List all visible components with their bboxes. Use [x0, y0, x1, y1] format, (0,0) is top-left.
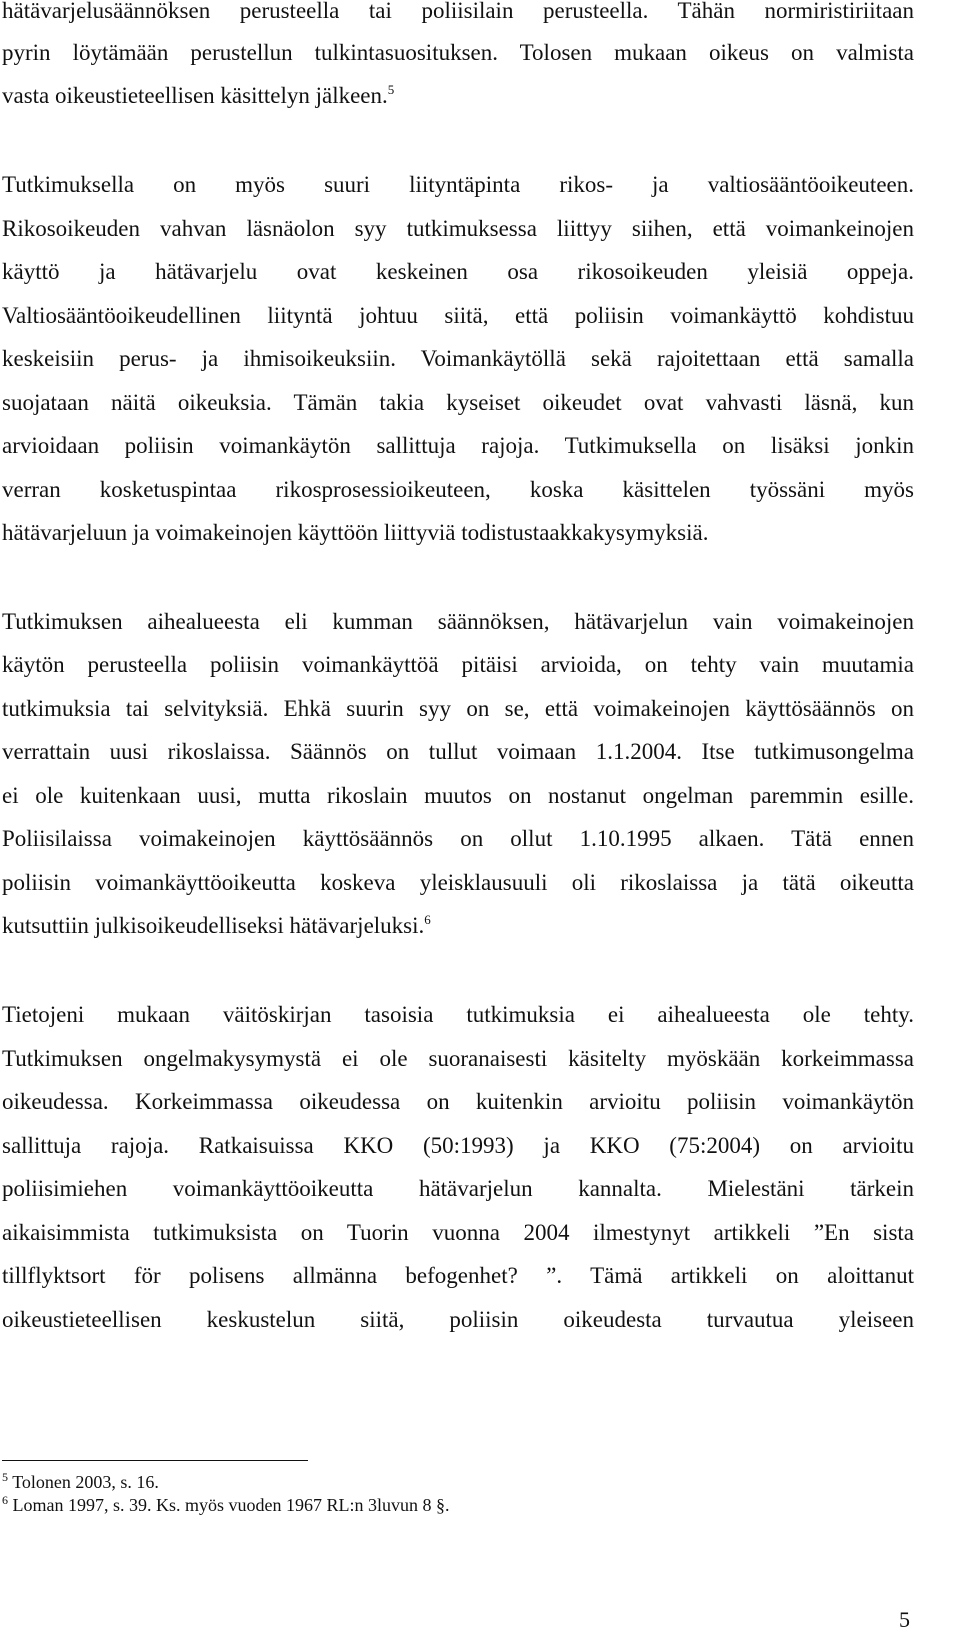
text-line: oikeustieteellisen keskustelun siitä, poliisin oikeudesta turvautua yleiseen — [2, 1307, 914, 1332]
text-line: Tutkimuksen aihealueesta eli kumman säännöksen, hätävarjelun vain voimakeinojen — [2, 609, 914, 634]
footnote: $^5$ Tolonen 2003, s. 16. — [2, 1470, 159, 1492]
text-line: käytön perusteella poliisin voimankäyttöä pitäisi arvioida, on tehty vain muutamia — [2, 652, 914, 677]
text-line: ei ole kuitenkaan uusi, mutta rikoslain muutos on nostanut ongelman paremmin esille. — [2, 783, 914, 808]
text-line: aikaisimmista tutkimuksista on Tuorin vuonna 2004 ilmestynyt artikkeli ”En sista — [2, 1220, 914, 1245]
text-line: sallittuja rajoja. Ratkaisuissa KKO (50:1993) ja KKO (75:2004) on arvioitu — [2, 1133, 914, 1158]
text-line: Rikosoikeuden vahvan läsnäolon syy tutkimuksessa liittyy siihen, että voimankeinojen — [2, 216, 914, 241]
text-line: käyttö ja hätävarjelu ovat keskeinen osa rikosoikeuden yleisiä oppeja. — [2, 259, 914, 284]
text-line: oikeudessa. Korkeimmassa oikeudessa on kuitenkin arvioitu poliisin voimankäytön — [2, 1089, 914, 1114]
footnote: $^6$ Loman 1997, s. 39. Ks. myös vuoden 1967 RL:n 3luvun 8 §. — [2, 1493, 450, 1515]
page-number: 5 — [899, 1607, 910, 1632]
text-line: suojataan näitä oikeuksia. Tämän takia kyseiset oikeudet ovat vahvasti läsnä, kun — [2, 390, 914, 415]
text-line: vasta oikeustieteellisen käsittelyn jälkeen.$^5$ — [2, 82, 395, 108]
text-line: verrattain uusi rikoslaissa. Säännös on tullut voimaan 1.1.2004. Itse tutkimusongelma — [2, 739, 914, 764]
text-line: Valtiosääntöoikeudellinen liityntä johtuu siitä, että poliisin voimankäyttö kohdistuu — [2, 303, 914, 328]
text-line: keskeisiin perus- ja ihmisoikeuksiin. Voimankäytöllä sekä rajoitettaan että samalla — [2, 346, 914, 371]
footnote-reference: 5 — [387, 82, 395, 97]
text-line: hätävarjelusäännöksen perusteella tai poliisilain perusteella. Tähän normiristiriitaan — [2, 0, 914, 23]
text-line: verran kosketuspintaa rikosprosessioikeuteen, koska käsittelen työssäni myös — [2, 477, 914, 502]
text-line: Tutkimuksen ongelmakysymystä ei ole suoranaisesti käsitelty myöskään korkeimmassa — [2, 1046, 914, 1071]
text-line: Tutkimuksella on myös suuri liityntäpinta rikos- ja valtiosääntöoikeuteen. — [2, 172, 914, 197]
text-line: arvioidaan poliisin voimankäytön sallittuja rajoja. Tutkimuksella on lisäksi jonkin — [2, 433, 914, 458]
text-line: tutkimuksia tai selvityksiä. Ehkä suurin syy on se, että voimakeinojen käyttösäännös on — [2, 696, 914, 721]
text-line: hätävarjeluun ja voimakeinojen käyttöön liittyviä todistustaakkakysymyksiä. — [2, 520, 709, 545]
text-line: tillflyktsort för polisens allmänna befogenhet? ”. Tämä artikkeli on aloittanut — [2, 1263, 914, 1288]
text-line: Tietojeni mukaan väitöskirjan tasoisia tutkimuksia ei aihealueesta ole tehty. — [2, 1002, 914, 1027]
text-line: Poliisilaissa voimakeinojen käyttösäännös on ollut 1.10.1995 alkaen. Tätä ennen — [2, 826, 914, 851]
text-line: poliisin voimankäyttöoikeutta koskeva yleisklausuuli oli rikoslaissa ja tätä oikeutta — [2, 870, 914, 895]
text-line: kutsuttiin julkisoikeudelliseksi hätävarjeluksi.$^6$ — [2, 912, 431, 938]
text-line: pyrin löytämään perustellun tulkintasuosituksen. Tolosen mukaan oikeus on valmista — [2, 40, 914, 65]
footnote-reference: 6 — [424, 912, 431, 927]
text-line: poliisimiehen voimankäyttöoikeutta hätävarjelun kannalta. Mielestäni tärkein — [2, 1176, 914, 1201]
footnote-divider — [2, 1460, 308, 1461]
